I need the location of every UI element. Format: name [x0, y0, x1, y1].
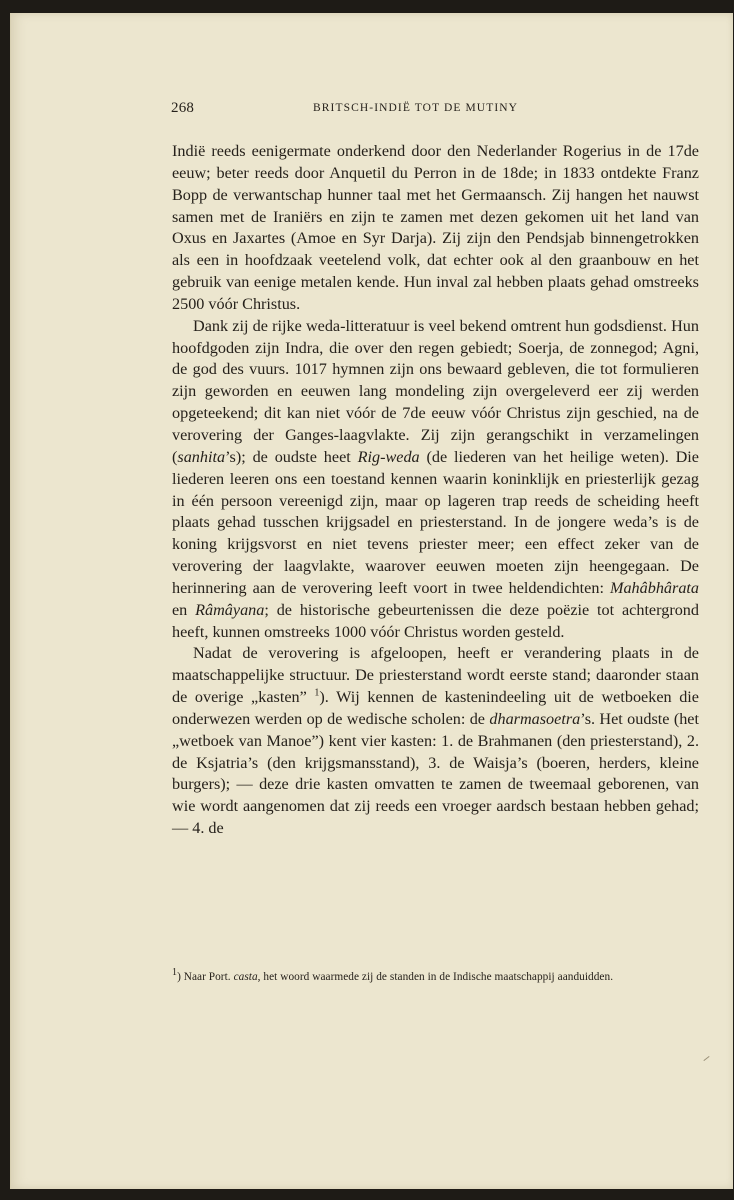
page-header: [171, 100, 697, 124]
paragraph-3: [172, 643, 699, 840]
paper-speck: [703, 1056, 709, 1061]
page-number: 268: [171, 100, 195, 116]
footnote: [172, 969, 699, 986]
text-span: ’s); de oudste heet: [225, 447, 358, 466]
text-span: (de liederen van het heilige weten). Die liederen leeren ons een toestand kennen waarin koninklijk en priesterlijk gezag in één persoon vereenigd zijn, maar op lageren trap reeds de scheiding heeft plaats gehad tusschen krijgsadel en priesterstand. In de jongere weda’s is de koning krijgsvorst en niet tevens priester meer; een effect zeker van de verovering der laagvlakte, waarover eeuwen moeten zijn heengegaan. De herinnering aan de verovering leeft voort in twee heldendichten:: [172, 447, 699, 597]
footnote-reference[interactable]: 1: [314, 687, 320, 699]
italic-term-rig-weda: Rig-weda: [357, 447, 420, 466]
paragraph-2: [172, 316, 699, 644]
footnote-text: ) Naar Port.: [177, 971, 234, 983]
text-span: en: [172, 600, 196, 619]
footnote-marker: 1: [172, 967, 178, 979]
text-span: Dank zij de rijke weda-litteratuur is veel bekend omtrent hun godsdienst. Hun hoofdgoden zijn Indra, die over den regen gebiedt; Soerja, de zonnegod; Agni, de god des vuurs. 1017 hymnen zijn ons bewaard gebleven, die tot formulieren zijn geworden en eeuwen lang mondeling zijn overgeleverd eer zij werden opgeteekend; dit kan niet vóór de 7de eeuw vóór Christus zijn geschied, na de verovering der Ganges-laagvlakte. Zij zijn gerangschikt in verzamelingen (: [172, 316, 699, 466]
text-span: ; de historische gebeurtenissen die deze poëzie tot achtergrond heeft, kunnen omstreeks 1000 vóór Christus worden gesteld.: [172, 600, 699, 641]
footnote-italic-casta: casta: [233, 971, 258, 983]
text-span: ’s. Het oudste (het „wetboek van Manoe”) kent vier kasten: 1. de Brahmanen (den priesterstand), 2. de Ksjatria’s (den krijgsmansstand), 3. de Waisja’s (boeren, herders, kleine burgers); — deze drie kasten omvatten te zamen de tweemaal geborenen, van wie wordt aangenomen dat zij reeds een vroeger aardsch bestaan hebben gehad; — 4. de: [172, 709, 699, 838]
text-span: ). Wij kennen de kastenindeeling uit de wetboeken die onderwezen werden op de wedische scholen: de: [172, 688, 699, 728]
footnote-text: , het woord waarmede zij de standen in de Indische maatschappij aanduidden.: [257, 971, 614, 983]
italic-term-ramayana: Râmâyana: [195, 600, 265, 619]
italic-term-sanhita: sanhita: [177, 447, 226, 466]
italic-term-dharmasoetra: dharmasoetra: [489, 709, 581, 728]
italic-term-mahabharata: Mahâbhârata: [609, 578, 699, 597]
paragraph-1: Indië reeds eenigermate onderkend door den Nederlander Rogerius in de 17de eeuw; beter reeds door Anquetil du Perron in de 18de; in 1833 ontdekte Franz Bopp de verwantschap hunner taal met het Germaansch. Zij hangen het nauwst samen met de Iraniërs en zijn te zamen met dezen gekomen uit het land van Oxus en Jaxartes (Amoe en Syr Darja). Zij zijn den Pendsjab binnengetrokken als een in hoofdzaak veetelend volk, dat echter ook al den graanbouw en het gebruik van eenige metalen kende. Hun inval zal hebben plaats gehad omstreeks 2500 vóór Christus.: [172, 142, 699, 313]
text-span: Nadat de verovering is afgeloopen, heeft er verandering plaats in de maatschappelijke structuur. De priesterstand wordt eerste stand; daaronder staan de overige „kasten”: [172, 644, 699, 707]
running-head: BRITSCH-INDIË TOT DE MUTINY: [313, 102, 519, 114]
body-text: [172, 141, 699, 840]
book-page: [10, 13, 733, 1189]
